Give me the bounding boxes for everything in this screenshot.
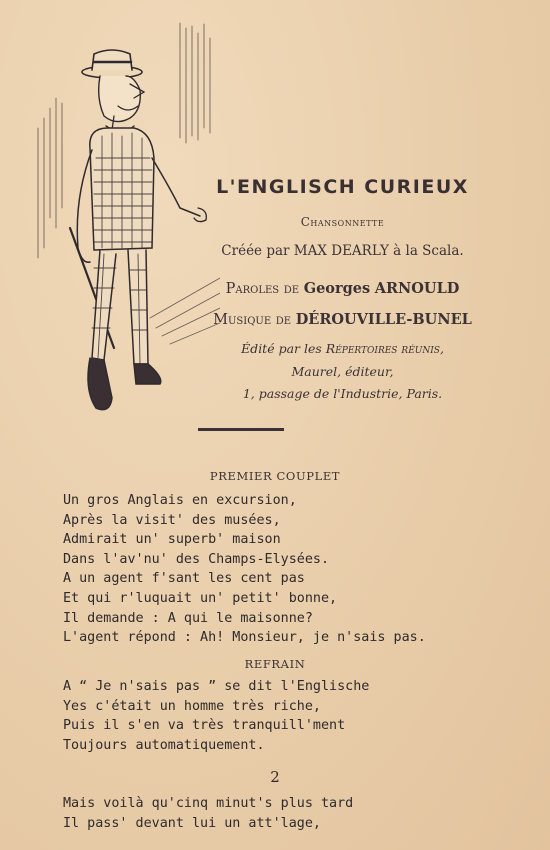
verse-line: Puis il s'en va très tranquill'ment (63, 718, 346, 734)
address-line: 1, passage de l'Industrie, Paris. (242, 386, 443, 401)
music-prefix: Musique de (213, 312, 292, 328)
created-suffix: à la Scala. (393, 243, 464, 259)
verse1-lines (63, 493, 426, 650)
verse1-heading: PREMIER COUPLET (209, 469, 341, 483)
verse-line: A “ Je n'sais pas ” se dit l'Englische (63, 679, 370, 694)
verse2-number: 2 (270, 768, 280, 786)
verse-line: Admirait un' superb' maison (63, 532, 281, 548)
lyrics-prefix: Paroles de (225, 281, 300, 297)
verse-line: Après la visit' des musées, (63, 512, 281, 528)
song-genre: Chansonnette (300, 215, 385, 229)
editor-line: Maurel, éditeur, (291, 364, 394, 379)
verse-line: Il pass' devant lui un att'lage, (63, 815, 321, 831)
lyrics-credit-line (205, 280, 480, 297)
publisher-line (205, 341, 480, 356)
section-divider (198, 428, 284, 431)
lyricist-first-name: Georges (303, 280, 371, 297)
created-prefix: Créée par (221, 243, 290, 259)
verse-line: Dans l'av'nu' des Champs-Elysées. (63, 551, 330, 567)
publisher-prefix: Édité par les (241, 341, 322, 356)
verse-line: Mais voilà qu'cinq minut's plus tard (63, 796, 354, 811)
verse2-lines (63, 796, 353, 835)
lyricist-last-name: ARNOULD (374, 280, 460, 297)
verse-line: L'agent répond : Ah! Monsieur, je n'sais pas. (63, 630, 426, 646)
song-title: L'ENGLISCH CURIEUX (216, 176, 469, 198)
composer-name: DÉROUVILLE-BUNEL (295, 311, 472, 328)
created-by-line (205, 243, 480, 259)
verse-line: A un agent f'sant les cent pas (63, 571, 305, 587)
refrain-heading: REFRAIN (244, 657, 306, 671)
refrain-lines (63, 679, 369, 757)
englishman-caricature-icon (30, 18, 220, 418)
verse-line: Un gros Anglais en excursion, (63, 493, 297, 508)
publisher-name: Répertoires réunis, (325, 341, 444, 356)
verse-line: Et qui r'luquait un' petit' bonne, (63, 590, 338, 606)
music-credit-line (205, 311, 480, 328)
verse-line: Toujours automatiquement. (63, 737, 265, 753)
created-by-performer: MAX DEARLY (293, 243, 389, 259)
verse-line: Yes c'était un homme très riche, (63, 698, 321, 714)
verse-line: Il demande : A qui le maisonne? (63, 610, 313, 626)
